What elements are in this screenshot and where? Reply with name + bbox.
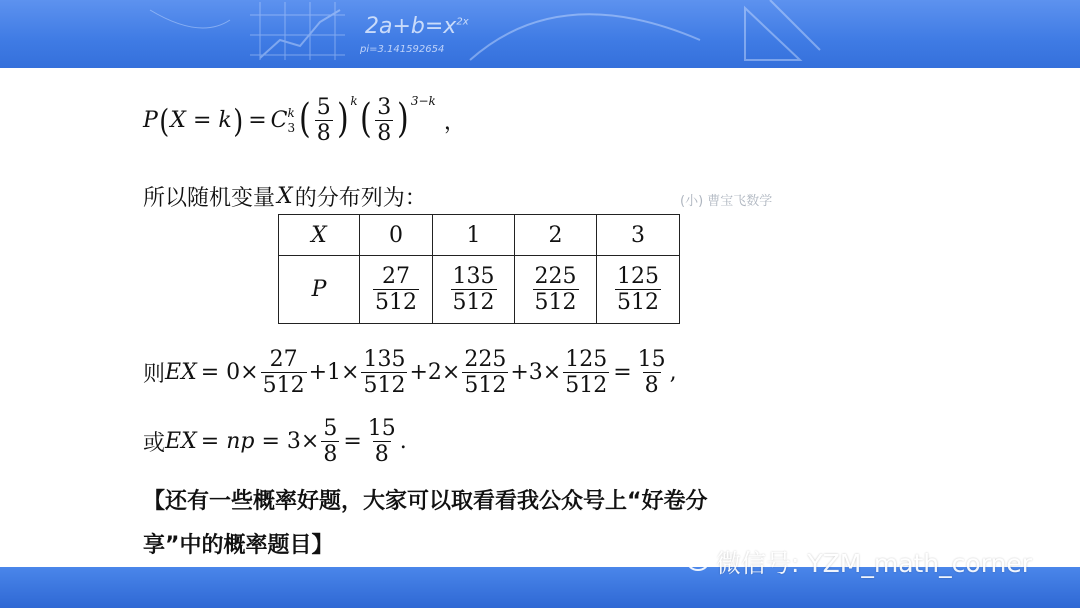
formula-paren: ) xyxy=(336,95,349,142)
fraction: $\frac{5}{8}$ xyxy=(323,416,338,468)
banner-formula: $2a+b=x^{2x}$ xyxy=(365,14,469,39)
formula-paren: ( xyxy=(159,101,170,140)
faint-logo-watermark: (小) 曹宝飞数学 xyxy=(680,194,773,209)
formula-paren: ( xyxy=(359,95,372,142)
banner-pi-text: pi=3.141592654 xyxy=(360,44,445,55)
table-cell: X xyxy=(279,215,360,256)
formula-text: . xyxy=(399,429,407,455)
text-run: 所以随机变量 xyxy=(143,186,276,211)
table-cell: $\frac{125}{512}$ xyxy=(597,256,680,324)
alternate-expectation-formula xyxy=(143,417,407,466)
formula-text: +3× xyxy=(510,360,562,386)
table-probability-row xyxy=(279,256,680,324)
table-cell: $\frac{225}{512}$ xyxy=(515,256,597,324)
fraction: $\frac{135}{512}$ xyxy=(363,347,406,399)
formula-text: X = k xyxy=(170,108,232,134)
table-header-row xyxy=(279,215,680,256)
formula-subscript: 3 xyxy=(287,120,296,135)
formula-superscript: k xyxy=(287,106,295,121)
formula-text: , xyxy=(669,360,677,386)
wechat-icon xyxy=(672,544,712,574)
formula-text: ， xyxy=(443,110,466,136)
fraction: $\frac{225}{512}$ xyxy=(464,347,507,399)
formula-symbol: EX xyxy=(165,360,197,386)
fraction: $\frac{5}{8}$ xyxy=(316,95,331,147)
fraction: $\frac{15}{8}$ xyxy=(637,347,666,399)
table-cell: 0 xyxy=(360,215,433,256)
fraction: $\frac{15}{8}$ xyxy=(367,416,396,468)
formula-text: = 0× xyxy=(200,360,259,386)
formula-paren: ( xyxy=(299,95,311,142)
formula-text: +1× xyxy=(308,360,360,386)
formula-symbol: P xyxy=(143,108,158,134)
table-cell: 3 xyxy=(597,215,680,256)
text-run: 的分布列为： xyxy=(294,186,427,211)
formula-text: = 3× xyxy=(254,429,320,455)
formula-text: = xyxy=(613,360,632,386)
expectation-formula xyxy=(143,348,677,397)
formula-paren: ) xyxy=(397,95,409,142)
table-cell: 1 xyxy=(433,215,515,256)
formula-text: +2× xyxy=(409,360,461,386)
text-run: 则 xyxy=(143,362,166,388)
note-line-2: 享”中的概率题目】 xyxy=(143,533,334,558)
formula-superscript: 3−k xyxy=(410,94,436,108)
text-run: 或 xyxy=(143,431,166,457)
fraction: $\frac{27}{512}$ xyxy=(262,347,305,399)
math-decoration-graphic xyxy=(0,0,1080,68)
formula-symbol: np xyxy=(226,429,255,455)
variable-symbol: X xyxy=(277,184,293,209)
fraction: $\frac{125}{512}$ xyxy=(565,347,608,399)
binomial-formula xyxy=(143,96,466,145)
distribution-intro-line xyxy=(143,181,427,212)
table-cell: 2 xyxy=(515,215,597,256)
formula-text: = xyxy=(200,429,227,455)
table-cell: P xyxy=(279,256,360,324)
top-banner xyxy=(0,0,1080,68)
distribution-table xyxy=(278,214,680,324)
wechat-id-watermark: 微信号: YZM_math_corner xyxy=(716,549,1033,578)
table-cell: $\frac{135}{512}$ xyxy=(433,256,515,324)
formula-symbol: EX xyxy=(165,429,197,455)
note-line-1: 【还有一些概率好题，大家可以取看看我公众号上“好卷分 xyxy=(143,489,708,514)
formula-text: = xyxy=(343,429,362,455)
formula-symbol: C xyxy=(270,108,288,134)
table-cell: $\frac{27}{512}$ xyxy=(360,256,433,324)
formula-paren: ) xyxy=(232,101,243,140)
fraction: $\frac{3}{8}$ xyxy=(377,95,392,147)
formula-superscript: k xyxy=(350,94,358,108)
formula-text: = xyxy=(248,108,267,134)
